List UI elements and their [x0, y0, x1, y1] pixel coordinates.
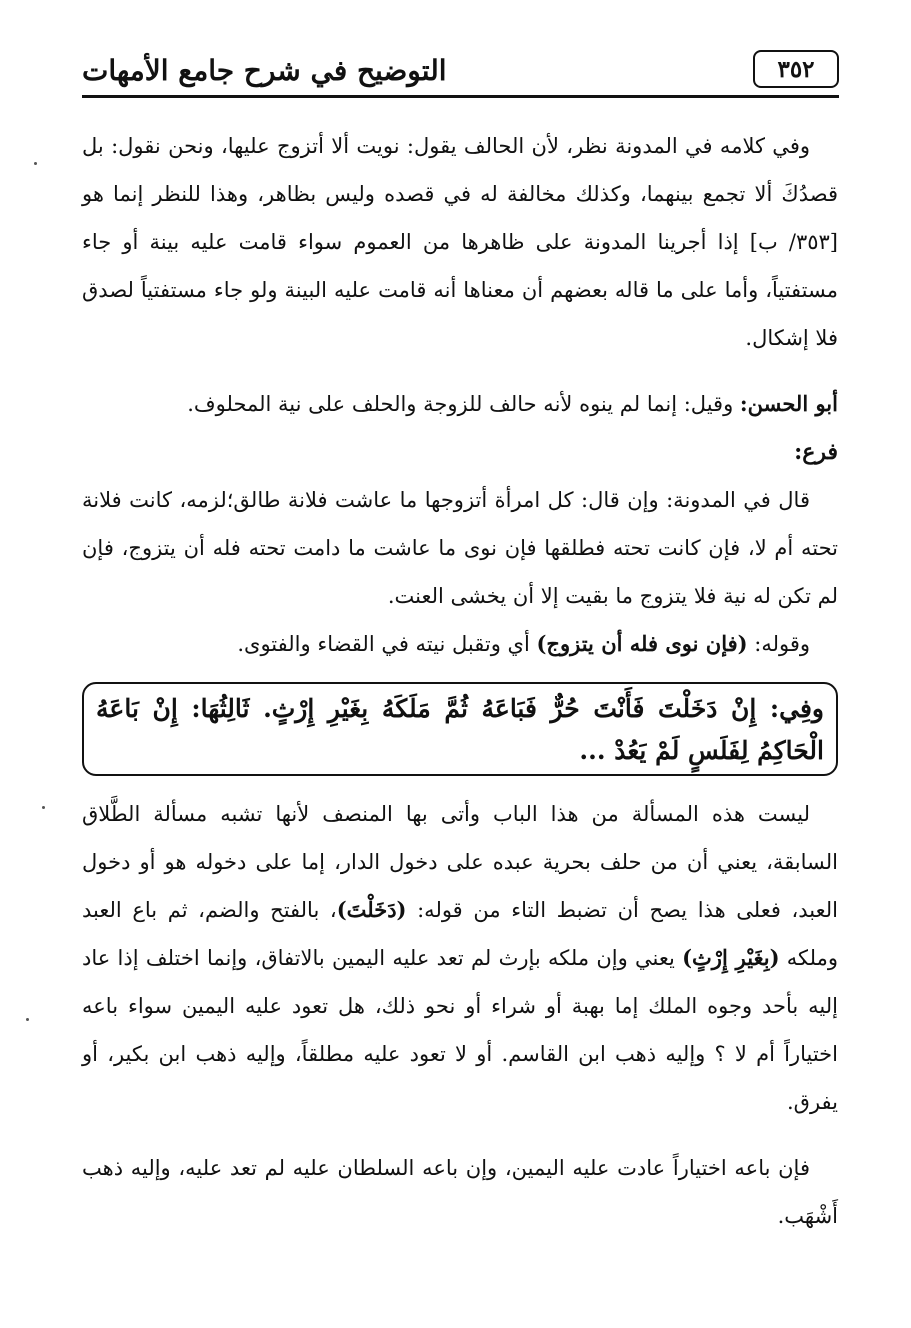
paragraph-4-intro: وقوله: — [747, 632, 810, 656]
paragraph-5-middle: ، بالفتح والضم، ثم باع العبد وملكه — [82, 898, 839, 970]
paragraph-6: فإن باعه اختياراً عادت عليه اليمين، وإن باعه السلطان عليه لم تعد عليه، وإليه ذهب أَشْهَب. — [82, 1156, 838, 1228]
paragraph-3: قال في المدونة: وإن قال: كل امرأة أتزوجها ما عاشت فلانة طالق؛لزمه، كانت فلانة تحته أم لا، فإن كانت تحته فطلقها فإن نوى ما عاشت ما دامت تحته فله أن يتزوج، فإن لم تكن له نية فلا يتزوج ما بقيت إلا أن يخشى العنت. — [82, 488, 838, 608]
paragraph-4-rest: أي وتقبل نيته في القضاء والفتوى. — [237, 632, 537, 656]
paragraph-5-end: يعني وإن ملكه بإرث لم تعد عليه اليمين بالاتفاق، وإنما اختلف إذا عاد إليه بأحد وجوه الملك إما بهبة أو شراء أو نحو ذلك، هل تعود عليه اليمين سواء باعه اختياراً أم لا ؟ وإليه ذهب ابن القاسم. أو لا تعود عليه مطلقاً، وإليه ذهب ابن بكير، أو يفرق. — [82, 946, 838, 1114]
matn-text-box: وفِي: إِنْ دَخَلْتَ فَأَنْتَ حُرٌّ فَبَاعَهُ ثُمَّ مَلَكَهُ بِغَيْرِ إِرْثٍ. ثَالِثُهَا: إِنْ بَاعَهُ الْحَاكِمُ لِفَلَسٍ لَمْ يَعُدْ ... — [82, 682, 838, 776]
margin-dot — [42, 806, 45, 809]
header-rule — [82, 95, 839, 98]
page-body — [82, 122, 838, 1240]
running-header — [82, 40, 839, 98]
paragraph-2-text: وقيل: إنما لم ينوه لأنه حالف للزوجة والحلف على نية المحلوف. — [187, 392, 740, 416]
paragraph-5-start: ليست هذه المسألة من هذا الباب وأتى بها المنصف لأنها تشبه مسألة الطَّلاق السابقة، يعني أن من حلف بحرية عبده على دخول الدار، إما على دخوله هو أو دخول العبد، فعلى هذا يصح أن تضبط التاء من قوله: — [82, 802, 839, 922]
paragraph-4 — [82, 620, 838, 668]
paragraph-4-quote: (فإن نوى فله أن يتزوج) — [536, 631, 748, 656]
paragraph-5 — [82, 790, 838, 1126]
paragraph-1: وفي كلامه في المدونة نظر، لأن الحالف يقول: نويت ألا أتزوج عليها، ونحن نقول: بل قصدُكَ ألا تجمع بينهما، وكذلك مخالفة له في قصده وليس بظاهر، وهذا للنظر إنما هو [٣٥٣/ ب] إذا أجرينا المدونة على ظاهرها من العموم سواء قامت عليه بينة أو جاء مستفتياً، وأما على ما قاله بعضهم أن معناها أنه قامت عليه البينة ولو جاء مستفتياً لصدق فلا إشكال. — [82, 134, 838, 350]
paragraph-2 — [82, 380, 838, 428]
paragraph-5-quote-1: (دَخَلْتَ) — [336, 897, 407, 922]
book-title: التوضيح في شرح جامع الأمهات — [82, 53, 447, 87]
margin-dot — [34, 162, 37, 165]
margin-dot — [26, 1018, 29, 1021]
paragraph-2-label: أبو الحسن: — [739, 391, 838, 416]
page-number: ٣٥٢ — [753, 50, 839, 88]
paragraph-5-quote-2: (بِغَيْرِ إِرْثٍ) — [682, 945, 780, 970]
section-heading: فرع: — [794, 439, 838, 465]
